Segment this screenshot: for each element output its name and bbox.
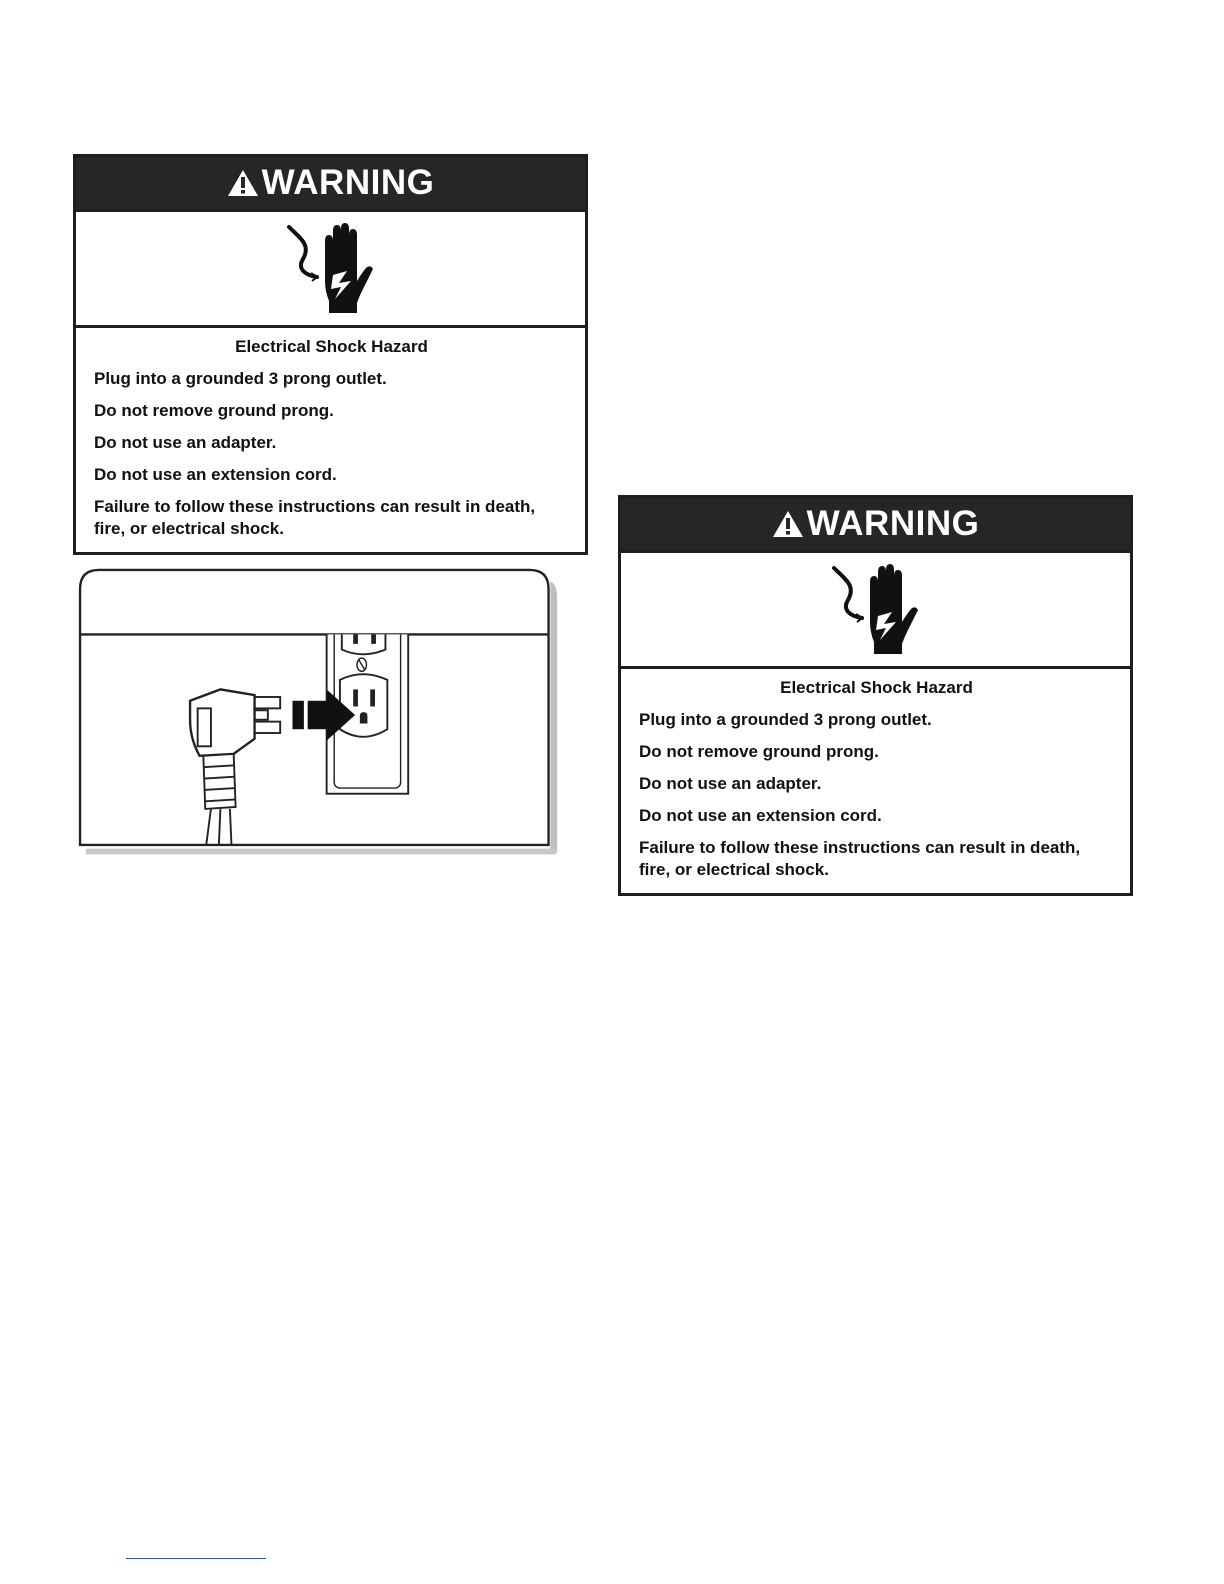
hazard-icon-panel bbox=[621, 550, 1130, 669]
caution-triangle-icon bbox=[227, 169, 259, 197]
instruction-item: Failure to follow these instructions can result in death, fire, or electrical shock. bbox=[639, 838, 1081, 879]
warning-header bbox=[76, 157, 585, 209]
hazard-icon-panel bbox=[76, 209, 585, 328]
instruction-item: Do not use an extension cord. bbox=[94, 465, 337, 484]
instruction-item: Do not use an adapter. bbox=[94, 433, 277, 452]
hazard-text-panel bbox=[76, 328, 585, 552]
warning-box-2 bbox=[618, 495, 1133, 896]
plug-into-outlet-illustration bbox=[71, 568, 569, 862]
hazard-title: Electrical Shock Hazard bbox=[235, 337, 428, 356]
hazard-text-panel bbox=[621, 669, 1130, 893]
instruction-item: Plug into a grounded 3 prong outlet. bbox=[94, 369, 387, 388]
electrical-shock-hand-icon bbox=[826, 562, 926, 658]
instruction-item: Failure to follow these instructions can result in death, fire, or electrical shock. bbox=[94, 497, 536, 538]
warning-box-1 bbox=[73, 154, 588, 555]
electrical-shock-hand-icon bbox=[281, 221, 381, 317]
warning-header bbox=[621, 498, 1130, 550]
caution-triangle-icon bbox=[772, 510, 804, 538]
hazard-title: Electrical Shock Hazard bbox=[780, 678, 973, 697]
instruction-item: Do not remove ground prong. bbox=[94, 401, 334, 420]
warning-label: WARNING bbox=[261, 163, 435, 202]
footer-rule bbox=[126, 1558, 266, 1559]
instruction-item: Plug into a grounded 3 prong outlet. bbox=[639, 710, 932, 729]
warning-label: WARNING bbox=[806, 504, 980, 543]
instruction-item: Do not use an adapter. bbox=[639, 774, 822, 793]
instruction-item: Do not remove ground prong. bbox=[639, 742, 879, 761]
instruction-item: Do not use an extension cord. bbox=[639, 806, 882, 825]
